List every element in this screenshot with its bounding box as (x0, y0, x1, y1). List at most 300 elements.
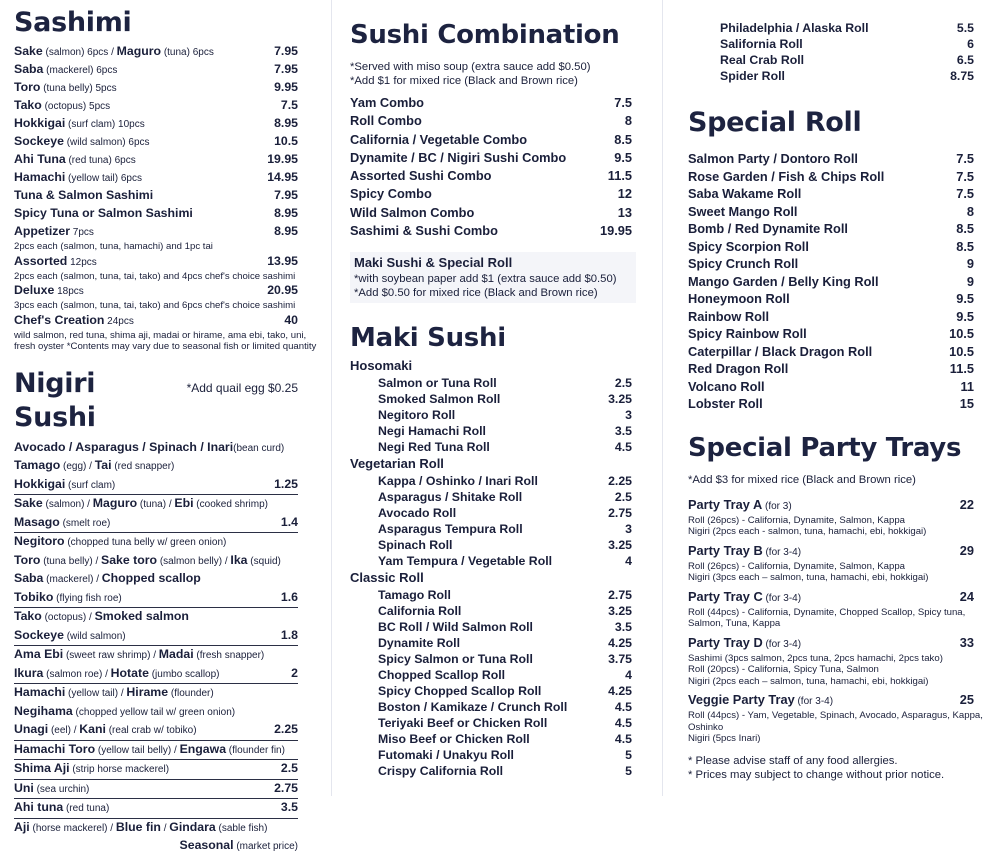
menu-item (14, 115, 298, 133)
menu-item (14, 819, 298, 838)
item-price: 8.95 (274, 206, 298, 220)
item-detail: 18pcs (54, 286, 84, 297)
item-price: 8.5 (956, 238, 974, 254)
menu-item (14, 608, 298, 627)
item-name: Spicy Chopped Scallop Roll (378, 684, 542, 699)
item-name: Sweet Mango Roll (688, 203, 798, 219)
item-name: Spinach Roll (378, 538, 453, 553)
menu-item (688, 325, 974, 343)
item-price: 2.5 (280, 761, 298, 775)
item-name-group (14, 703, 235, 722)
item-price: 2.5 (614, 376, 632, 391)
item-name: Hokkigai (14, 476, 66, 491)
item-name-group (14, 187, 153, 205)
item-name: Avocado Roll (378, 506, 457, 521)
item-name: Gindara (169, 819, 216, 834)
item-detail: (yellow tail belly) / (95, 744, 180, 756)
combo-notes (350, 60, 636, 88)
item-name-group (14, 780, 89, 799)
item-price: 4.25 (608, 684, 632, 699)
item-price: 4.25 (608, 636, 632, 651)
menu-item (14, 79, 298, 97)
item-name-group (14, 61, 117, 79)
item-detail: (salmon roe) / (43, 668, 111, 680)
item-name: Saba Wakame Roll (688, 186, 802, 201)
menu-item (14, 133, 298, 151)
item-detail: (bean curd) (233, 442, 285, 454)
item-price: 11 (960, 378, 974, 394)
menu-item (14, 312, 298, 330)
menu-item (14, 169, 298, 187)
item-name: Crispy California Roll (378, 764, 504, 779)
menu-item (688, 238, 974, 256)
item-detail: (for 3) (762, 500, 792, 512)
item-name: Teriyaki Beef or Chicken Roll (378, 716, 548, 731)
item-price: 2.75 (608, 588, 632, 603)
item-detail: (sable fish) (215, 822, 268, 834)
item-price: 5 (625, 764, 632, 779)
item-name: Real Crab Roll (720, 53, 805, 67)
item-detail: (for 3-4) (762, 638, 802, 650)
tray-description: Roll (44pcs) - Yam, Vegetable, Spinach, Avocado, Asparagus, Kappa, (688, 710, 983, 721)
menu-item (688, 220, 974, 238)
item-name-group (14, 646, 264, 665)
menu-item (350, 763, 632, 779)
item-name: Volcano Roll (688, 378, 765, 394)
item-name: Assorted Sushi Combo (350, 168, 492, 184)
item-description: 2pcs each (salmon, tuna, tai, tako) and 4pcs chef's choice sashimi (14, 270, 296, 282)
item-name: Asparagus Tempura Roll (378, 522, 523, 537)
item-description: 2pcs each (salmon, tuna, hamachi) and 1pc tai (14, 241, 213, 252)
item-name: Veggie Party Tray (688, 692, 795, 707)
item-name: Yam Combo (350, 95, 424, 110)
trays-list (688, 496, 983, 750)
item-name-group (688, 692, 833, 710)
item-name: Spicy Combo (350, 186, 432, 202)
item-name: Sockeye (14, 627, 64, 642)
menu-item (14, 570, 298, 589)
menu-item (350, 375, 632, 391)
menu-item (350, 521, 632, 537)
item-detail: (tuna) / (137, 499, 175, 510)
item-price: 15 (959, 396, 974, 411)
item-name: Bomb / Red Dynamite Roll (688, 221, 848, 236)
item-name: Tobiko (14, 589, 54, 604)
item-name: Asparagus / Shitake Roll (378, 490, 523, 505)
item-name: Spicy Tuna or Salmon Sashimi (14, 206, 193, 220)
item-price: 6.5 (956, 53, 974, 67)
item-name: Rose Garden / Fish & Chips Roll (688, 168, 885, 184)
menu-item (720, 68, 974, 84)
item-price: 9.5 (956, 291, 974, 306)
item-price: 7.5 (956, 151, 974, 166)
item-detail: (salmon) / (42, 499, 93, 510)
menu-item (350, 423, 632, 439)
item-name: Tako (14, 98, 42, 112)
item-name-group (180, 837, 298, 856)
item-name: Sake (14, 496, 43, 510)
item-name: Hamachi (14, 170, 66, 184)
item-detail: (red snapper) (111, 461, 175, 472)
item-name: Masago (14, 514, 60, 529)
item-name: Miso Beef or Chicken Roll (378, 732, 530, 747)
item-name: Mango Garden / Belly King Roll (688, 273, 879, 289)
nigiri-title: Nigiri Sushi (14, 367, 96, 433)
item-name: Party Tray B (688, 542, 763, 558)
item-name: Smoked salmon (94, 609, 189, 623)
item-name: Salmon or Tuna Roll (378, 376, 497, 391)
item-price: 7.5 (614, 95, 632, 110)
item-name: Dynamite / BC / Nigiri Sushi Combo (350, 149, 567, 165)
item-name: Chopped Scallop Roll (378, 668, 506, 683)
item-detail: (yellow tail) 6pcs (65, 173, 142, 184)
tray-description: Oshinko (688, 721, 724, 733)
menu-item (350, 699, 632, 715)
item-price: 22 (959, 496, 974, 512)
item-name: Hokkigai (14, 116, 66, 130)
item-name: Kappa / Oshinko / Inari Roll (378, 474, 538, 489)
item-name: Negi Hamachi Roll (378, 424, 486, 439)
menu-item (14, 61, 298, 79)
item-name: Lobster Roll (688, 396, 763, 411)
item-name-group (14, 760, 169, 779)
item-price: 2 (291, 665, 298, 680)
item-name: Tai (94, 458, 112, 472)
item-name-group (688, 589, 801, 607)
item-name-group (14, 312, 134, 330)
item-price: 13.95 (267, 253, 298, 268)
menu-item (14, 589, 298, 609)
item-detail: (fresh snapper) (193, 650, 265, 661)
item-price: 4.5 (614, 732, 632, 747)
item-name: Honeymoon Roll (688, 291, 790, 306)
item-name: Philadelphia / Alaska Roll (720, 21, 869, 35)
tray-description: Nigiri (2pcs each – salmon, tuna, hamachi, ebi, hokkigai) (688, 675, 929, 687)
item-price: 8 (624, 113, 632, 129)
menu-item (350, 185, 632, 203)
item-name-group (14, 169, 142, 187)
item-name: Hamachi Toro (14, 741, 96, 756)
item-name-group (14, 665, 220, 684)
item-detail: (red tuna) (63, 803, 110, 814)
special-title: Special Roll (688, 107, 862, 138)
item-detail: (smelt roe) (59, 517, 111, 529)
menu-item (350, 667, 632, 683)
menu-item (688, 378, 974, 396)
maki-group-title: Classic Roll (350, 570, 424, 586)
item-detail: 24pcs (104, 315, 134, 327)
column-right (688, 20, 983, 782)
item-price: 10.5 (949, 326, 974, 341)
menu-item (350, 603, 632, 619)
menu-item (688, 308, 974, 326)
item-price: 3.5 (280, 800, 298, 814)
item-price: 14.95 (267, 170, 298, 184)
item-name: Boston / Kamikaze / Crunch Roll (378, 700, 568, 715)
item-name: Uni (14, 780, 34, 795)
item-name-group (14, 282, 84, 300)
item-name-group (14, 495, 268, 514)
combo-note: *Add $1 for mixed rice (Black and Brown rice) (350, 75, 578, 87)
item-name-group (688, 635, 801, 653)
tray-description: Nigiri (2pcs each - salmon, tuna, hamachi, ebi, hokkigai) (688, 526, 927, 537)
item-name-group (688, 543, 801, 561)
item-detail: (cooked shrimp) (193, 499, 268, 510)
item-detail: (salmon belly) / (157, 555, 231, 567)
menu-item (688, 273, 974, 291)
menu-item (688, 185, 974, 203)
menu-item (14, 151, 298, 169)
menu-item (14, 43, 298, 61)
menu-item (350, 149, 632, 167)
menu-item (688, 203, 974, 221)
item-detail: (tuna belly) / (40, 555, 102, 567)
item-price: 12 (617, 186, 632, 202)
menu-item (14, 495, 298, 514)
item-name-group (14, 589, 122, 608)
item-price: 7.95 (274, 62, 298, 76)
maki-special-note: *with soybean paper add $1 (extra sauce add $0.50) (354, 273, 617, 286)
item-detail: 7pcs (70, 227, 94, 238)
item-name-group (14, 533, 226, 552)
menu-item (688, 255, 974, 273)
item-name: BC Roll / Wild Salmon Roll (378, 620, 533, 635)
maki-list (350, 357, 636, 779)
item-price: 8.5 (956, 221, 974, 236)
item-detail: (wild salmon) 6pcs (63, 137, 150, 148)
item-name-group (14, 799, 109, 818)
nigiri-list (14, 439, 298, 856)
item-name: Tamago (14, 458, 61, 472)
item-description: 3pcs each (salmon, tuna, tai, tako) and 6pcs chef's choice sashimi (14, 300, 296, 311)
menu-item (350, 731, 632, 747)
menu-item (350, 473, 632, 489)
item-price: 8.95 (274, 224, 298, 238)
item-name: Assorted (14, 253, 68, 268)
item-name: Ahi Tuna (14, 152, 66, 166)
item-name-group (14, 608, 189, 627)
item-name: Maguro (116, 44, 162, 58)
item-price: 3.25 (608, 538, 632, 553)
item-detail: (surf clam) (65, 479, 116, 491)
item-name: Smoked Salmon Roll (378, 392, 501, 407)
item-price: 2.5 (614, 490, 632, 505)
column-left (14, 6, 317, 856)
item-detail: (mackerel) 6pcs (43, 65, 118, 76)
menu-item (350, 167, 632, 185)
menu-item (14, 223, 298, 241)
item-name-group (14, 133, 150, 151)
item-name: Yam Tempura / Vegetable Roll (378, 554, 553, 569)
item-price: 6 (967, 37, 974, 51)
menu-item (350, 683, 632, 699)
item-name: Sake (14, 44, 43, 58)
tray-description: Roll (26pcs) - California, Dynamite, Salmon, Kappa (688, 560, 906, 572)
item-detail: (mackerel) / (43, 574, 102, 585)
item-price: 2.25 (274, 722, 298, 736)
item-detail: (flounder fin) (226, 744, 285, 756)
item-detail: (jumbo scallop) (148, 668, 220, 680)
item-price: 8.75 (950, 69, 974, 83)
item-name: Tako (14, 609, 42, 623)
menu-item (350, 619, 632, 635)
item-name: Spider Roll (720, 69, 785, 83)
item-name: Saba (14, 571, 44, 585)
item-detail: (for 3-4) (762, 592, 802, 604)
menu-item (14, 760, 298, 780)
menu-item (350, 222, 632, 240)
item-price: 4.5 (614, 716, 632, 731)
maki-group-title: Vegetarian Roll (350, 456, 444, 472)
item-name: Ebi (174, 496, 194, 510)
nigiri-note: *Add quail egg $0.25 (186, 380, 298, 395)
menu-item (350, 131, 632, 149)
maki-title: Maki Sushi (350, 323, 506, 354)
item-name: Chopped scallop (101, 571, 201, 585)
item-name-group (14, 552, 281, 571)
item-detail: (salmon) 6pcs / (42, 47, 117, 58)
item-name-group (14, 205, 193, 223)
item-name: Seasonal (179, 838, 234, 852)
item-name: California / Vegetable Combo (350, 131, 528, 147)
menu-item (688, 360, 974, 378)
item-name-group (14, 79, 117, 97)
item-name: Deluxe (14, 283, 55, 297)
tray-item (688, 635, 974, 653)
item-name-group (14, 684, 214, 703)
tray-description: Roll (20pcs) - California, Spicy Tuna, Salmon (688, 664, 879, 675)
item-name: Negitoro (14, 534, 65, 548)
item-name: Sake toro (101, 552, 158, 567)
item-name: Blue fin (115, 819, 161, 834)
item-price: 8.5 (614, 131, 632, 147)
item-price: 20.95 (267, 283, 298, 297)
menu-item (14, 187, 298, 205)
item-price: 4.5 (614, 440, 632, 455)
menu-item (14, 741, 298, 761)
spacer (688, 745, 974, 750)
item-name: Negi Red Tuna Roll (378, 440, 490, 455)
item-detail: (chopped yellow tail w/ green onion) (72, 706, 236, 718)
item-detail: (tuna belly) 5pcs (40, 83, 117, 94)
item-name-group (14, 457, 174, 476)
menu-item (350, 505, 632, 521)
item-price: 11.5 (949, 361, 974, 376)
tray-item (688, 589, 974, 607)
item-name: Unagi (14, 722, 49, 736)
menu-item (350, 635, 632, 651)
menu-item (688, 150, 974, 168)
item-name: Avocado / Asparagus / Spinach / Inari (14, 439, 234, 454)
item-name: Sashimi & Sushi Combo (350, 223, 498, 239)
item-name-group (14, 43, 214, 61)
item-price: 7.5 (280, 98, 298, 112)
item-detail: (for 3-4) (794, 696, 834, 707)
item-price: 3.5 (614, 620, 632, 635)
item-price: 33 (959, 634, 974, 650)
item-detail: (yellow tail) / (65, 688, 127, 699)
item-price: 3 (625, 522, 632, 537)
item-detail: (real crab w/ tobiko) (105, 725, 197, 736)
item-name: Spicy Salmon or Tuna Roll (378, 652, 533, 667)
item-name: Engawa (179, 741, 227, 756)
item-price: 10.5 (274, 134, 298, 148)
item-name-group (14, 627, 126, 646)
item-name: Hotate (110, 665, 149, 680)
menu-item (720, 20, 974, 36)
item-detail: (for 3-4) (762, 546, 802, 558)
menu-item (14, 721, 298, 741)
item-price: 11.5 (607, 168, 632, 184)
item-price: 29 (959, 542, 974, 558)
combo-list (350, 94, 636, 240)
tray-description: Sashimi (3pcs salmon, 2pcs tuna, 2pcs hamachi, 2pcs tako) (688, 652, 943, 664)
item-price: 9 (966, 273, 974, 289)
item-name: Rainbow Roll (688, 308, 770, 324)
item-price: 40 (284, 312, 298, 327)
tray-item (688, 543, 974, 561)
item-detail: (market price) (233, 841, 298, 852)
item-name: Futomaki / Unakyu Roll (378, 748, 514, 763)
menu-item (350, 553, 632, 569)
item-price: 9.5 (614, 149, 632, 165)
menu-item (14, 457, 298, 476)
item-name-group (14, 570, 201, 589)
item-name: Hamachi (14, 685, 66, 699)
item-name: Kani (79, 722, 106, 736)
item-price: 7.95 (274, 44, 298, 58)
item-price: 25 (959, 692, 974, 707)
maki-special-note: *Add $0.50 for mixed rice (Black and Brown rice) (354, 287, 598, 300)
item-detail: (flounder) (168, 688, 214, 699)
trays-footer (688, 754, 978, 782)
menu-item (14, 253, 298, 271)
item-price: 7.5 (956, 168, 974, 184)
price-note: * Prices may subject to change without prior notice. (688, 768, 945, 781)
menu-item (14, 627, 298, 647)
item-name: Madai (158, 647, 194, 661)
item-detail: (sweet raw shrimp) / (63, 650, 159, 661)
menu-item (14, 799, 298, 819)
item-price: 9.95 (274, 80, 298, 94)
item-price: 19.95 (599, 223, 632, 239)
item-detail: (squid) (247, 555, 281, 567)
item-detail: (octopus) / (41, 612, 95, 623)
item-price: 9.5 (956, 308, 974, 324)
item-price: 19.95 (267, 152, 298, 166)
item-name: Spicy Crunch Roll (688, 256, 799, 271)
item-price: 1.4 (280, 514, 298, 529)
menu-item (14, 439, 298, 458)
item-name: Tuna & Salmon Sashimi (14, 188, 154, 202)
item-name-group (14, 819, 267, 838)
maki-special-box (350, 252, 636, 303)
menu-item (350, 537, 632, 553)
item-price: 3.25 (608, 392, 632, 407)
item-name: Saba (14, 62, 44, 76)
item-name: Dynamite Roll (378, 636, 460, 651)
item-name-group (14, 253, 97, 271)
menu-item (688, 395, 974, 413)
menu-item (350, 204, 632, 222)
item-name: Spicy Rainbow Roll (688, 326, 807, 341)
item-price: 2.25 (608, 474, 632, 489)
menu-item (688, 168, 974, 186)
item-detail: (egg) / (60, 461, 95, 472)
menu-item (350, 747, 632, 763)
item-detail: (strip horse mackerel) (69, 764, 170, 775)
menu-item (350, 489, 632, 505)
